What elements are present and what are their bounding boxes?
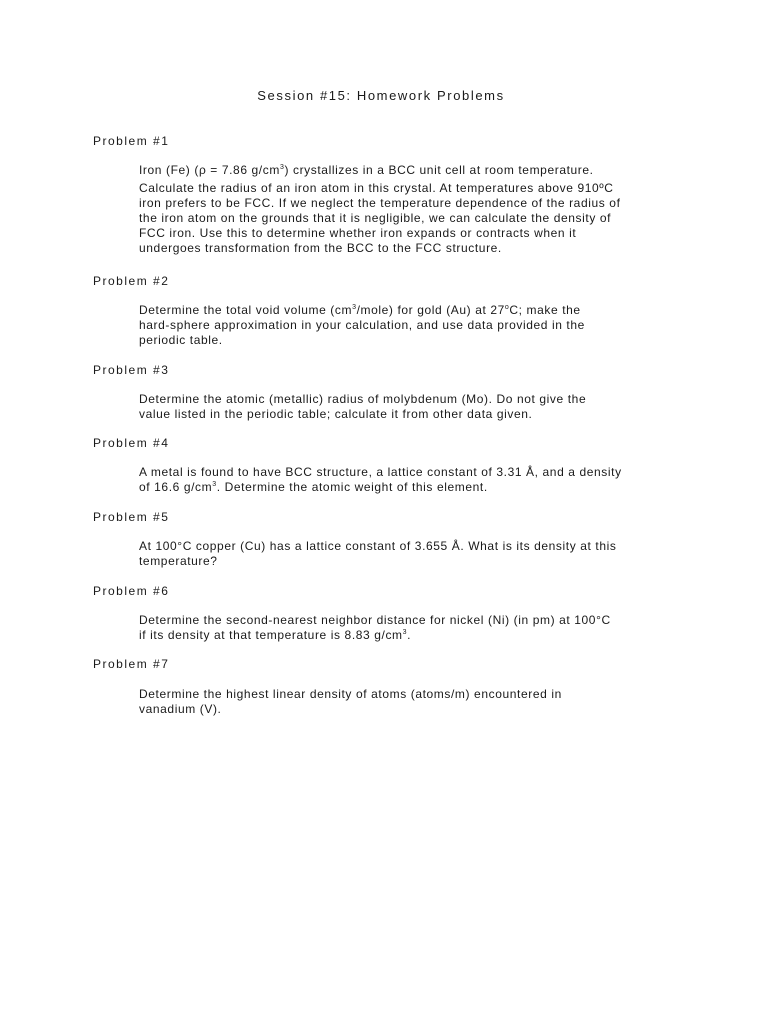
problem-heading: Problem #3: [93, 363, 170, 377]
problem-heading: Problem #1: [93, 134, 170, 148]
text-run: /mole) for gold (Au) at 27: [356, 303, 505, 317]
problem-text: [139, 303, 684, 348]
text-run: Calculate the radius of an iron atom in this crystal. At temperatures above 910ºC: [139, 181, 614, 195]
problem-text-line: [139, 687, 684, 702]
text-run: Iron (Fe) (ρ = 7.86 g/cm: [139, 163, 280, 177]
problem-text-line: [139, 241, 502, 256]
problem-text: [139, 392, 684, 422]
text-run: temperature?: [139, 554, 218, 568]
problem-text-line: [139, 480, 684, 495]
text-run: hard-sphere approximation in your calculation, and use data provided in the: [139, 318, 585, 332]
superscript: 3: [402, 629, 408, 636]
text-run: Determine the atomic (metallic) radius of molybdenum (Mo). Do not give the: [139, 392, 587, 406]
text-run: periodic table.: [139, 333, 223, 347]
superscript: 3: [352, 304, 357, 311]
problem-text: [139, 687, 684, 717]
page-title: Session #15: Homework Problems: [257, 88, 505, 103]
text-run: FCC iron. Use this to determine whether iron expands or contracts when it: [139, 226, 577, 240]
text-run: vanadium (V).: [139, 702, 222, 716]
problem-text-line: [139, 628, 684, 643]
problem-text-line: [139, 539, 684, 554]
problem-text-line: [139, 303, 684, 318]
problem-text-line: [139, 211, 611, 226]
problem-text-line: [139, 226, 576, 241]
superscript: 3: [212, 481, 217, 488]
problem-heading: Problem #5: [93, 510, 170, 524]
problem-heading: Problem #2: [93, 274, 170, 288]
problem-heading: Problem #6: [93, 584, 170, 598]
text-run: the iron atom on the grounds that it is negligible, we can calculate the density of: [139, 211, 612, 225]
text-run: At 100°C copper (Cu) has a lattice constant of 3.655 Å. What is its density at this: [139, 539, 617, 553]
text-run: of 16.6 g/cm: [139, 480, 213, 494]
problem-text-line: [139, 407, 684, 422]
problem-text-line: [139, 465, 684, 480]
problem-text-line: [139, 702, 684, 717]
text-run: iron prefers to be FCC. If we neglect the temperature dependence of the radius of: [139, 196, 621, 210]
problem-text-line: [139, 392, 684, 407]
text-run: C; make the: [509, 303, 581, 317]
text-run: Determine the highest linear density of atoms (atoms/m) encountered in: [139, 687, 562, 701]
problem-text-line: [139, 554, 684, 569]
problem-text-line: [139, 318, 684, 333]
text-run: if its density at that temperature is 8.83 g/cm: [139, 628, 403, 642]
problem-text-line: [139, 196, 621, 211]
text-run: undergoes transformation from the BCC to the FCC structure.: [139, 241, 502, 255]
text-run: Determine the second-nearest neighbor distance for nickel (Ni) (in pm) at 100°C: [139, 613, 611, 627]
problem-text-line: [139, 333, 684, 348]
problem-text: [139, 613, 684, 643]
problem-heading: Problem #4: [93, 436, 170, 450]
problem-text: [139, 465, 684, 495]
problem-text-line: [139, 181, 614, 196]
text-run: value listed in the periodic table; calculate it from other data given.: [139, 407, 533, 421]
superscript: o: [504, 304, 510, 311]
text-run: Determine the total void volume (cm: [139, 303, 353, 317]
problem-text-line: [139, 163, 594, 178]
problem-text: [139, 539, 684, 569]
text-run: . Determine the atomic weight of this element.: [216, 480, 488, 494]
text-run: A metal is found to have BCC structure, a lattice constant of 3.31 Å, and a density: [139, 465, 622, 479]
superscript: 3: [279, 164, 285, 171]
problem-heading: Problem #7: [93, 657, 170, 671]
text-run: .: [407, 628, 412, 642]
problem-text-line: [139, 613, 684, 628]
text-run: ) crystallizes in a BCC unit cell at room temperature.: [284, 163, 594, 177]
